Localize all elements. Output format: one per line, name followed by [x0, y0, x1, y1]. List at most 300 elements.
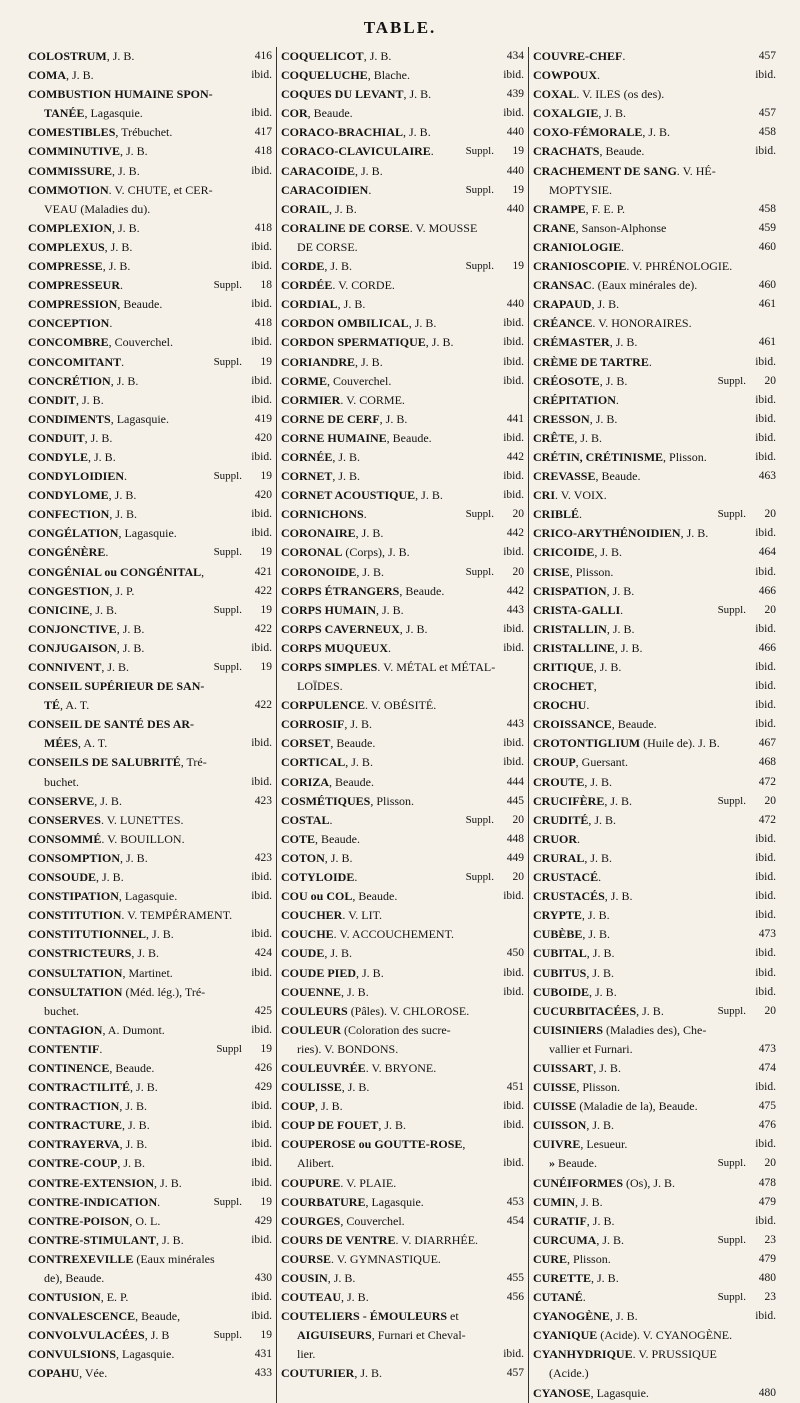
entry-text [533, 1097, 750, 1116]
entry-details: vallier et Furnari. [549, 1041, 633, 1056]
entry-text [281, 696, 498, 715]
entry-page: 445 [506, 794, 524, 807]
entry-headword: CRÉANCE [533, 316, 593, 331]
entry-details: , Plisson. [370, 793, 415, 808]
entry-details: . [363, 507, 367, 522]
entry-page: 419 [254, 412, 272, 425]
entry-page: 20 [764, 794, 776, 807]
entry-page: 431 [254, 1348, 272, 1361]
entry-text [533, 1174, 750, 1193]
entry-text [28, 1193, 214, 1212]
index-entry [281, 276, 524, 295]
entry-page: ibid. [503, 374, 524, 387]
index-entry [533, 314, 776, 333]
index-entry [281, 429, 524, 448]
index-entry [281, 1212, 524, 1231]
index-entry [281, 1345, 524, 1364]
index-entry [28, 1231, 272, 1250]
entry-supplement: Suppl. [717, 1233, 746, 1246]
entry-details: , J. B. [116, 640, 145, 655]
index-entry [281, 1154, 524, 1173]
entry-text [533, 830, 750, 849]
entry-page: 19 [260, 603, 272, 616]
entry-details: , J. B. [315, 1099, 343, 1114]
index-entry [281, 753, 524, 772]
entry-details: , J. B. [574, 430, 603, 445]
entry-headword: CRURAL [533, 850, 585, 865]
entry-page: ibid. [251, 69, 272, 82]
entry-details: , J. B. [584, 850, 613, 865]
entry-text [533, 773, 750, 792]
entry-headword: CORPS CAVERNEUX [281, 621, 400, 636]
entry-text [281, 925, 498, 944]
index-entry [28, 314, 272, 333]
entry-details: , J. B. [598, 106, 627, 121]
entry-text [281, 1269, 498, 1288]
entry-page: ibid. [251, 641, 272, 654]
entry-details: , J. B. [154, 1175, 182, 1190]
entry-page: 458 [758, 126, 776, 139]
entry-details: . [124, 469, 128, 484]
index-entry [28, 353, 272, 372]
index-entry [281, 486, 524, 505]
entry-headword: CORIZA [281, 774, 330, 789]
entry-page: 459 [758, 221, 776, 234]
page-title: TABLE. [363, 18, 437, 37]
entry-page: ibid. [503, 1157, 524, 1170]
entry-details: Beaude. [555, 1156, 597, 1171]
entry-headword: CRANSAC [533, 278, 592, 293]
entry-details: , Beaude. [399, 583, 445, 598]
index-entry [28, 1154, 272, 1173]
entry-page: 458 [758, 202, 776, 215]
entry-page: 442 [506, 527, 524, 540]
entry-details: . [430, 144, 434, 159]
entry-text [28, 448, 246, 467]
entry-page: 451 [506, 1081, 524, 1094]
entry-details: , Lagasquie. [84, 106, 143, 121]
entry-headword: CRISTALLIN [533, 621, 607, 636]
entry-headword: CRANE [533, 220, 576, 235]
index-entry [533, 964, 776, 983]
index-entry [28, 944, 272, 963]
index-entry [281, 66, 524, 85]
index-entry [28, 563, 272, 582]
entry-details: , Lagasquie. [110, 411, 169, 426]
entry-page: ibid. [251, 1119, 272, 1132]
index-entry [28, 1269, 272, 1288]
entry-supplement: Suppl. [717, 603, 746, 616]
index-entry [28, 792, 272, 811]
index-entry [281, 1269, 524, 1288]
entry-page: 455 [506, 1272, 524, 1284]
entry-text [28, 181, 246, 200]
index-entry [533, 1212, 776, 1231]
entry-headword: COMPLEXION [28, 220, 112, 235]
index-entry [533, 1174, 776, 1193]
index-entry [533, 1078, 776, 1097]
entry-headword: CORONOIDE [281, 564, 357, 579]
entry-headword: CONTINENCE [28, 1060, 110, 1075]
index-entry [533, 333, 776, 352]
entry-details: , J. B. [575, 1194, 603, 1209]
entry-headword: CRÉMASTER [533, 335, 610, 350]
entry-headword: CONSOMPTION [28, 850, 121, 865]
entry-page: ibid. [251, 374, 272, 387]
entry-supplement: Suppl. [213, 355, 242, 368]
entry-details: , J. B. [593, 660, 622, 674]
entry-details: , J. B. [594, 545, 623, 560]
index-entry [533, 753, 776, 772]
entry-details: . [105, 545, 109, 560]
entry-details: , J. B. [117, 1156, 146, 1171]
entry-details: , J. B. [609, 1309, 638, 1324]
entry-page: ibid. [503, 890, 524, 903]
entry-headword: CRESSON [533, 411, 590, 426]
entry-details: . V. CHUTE, et CER- [108, 182, 213, 197]
entry-details: , Vée. [79, 1366, 108, 1381]
entry-headword: CORROSIF [281, 717, 345, 732]
entry-page: ibid. [251, 928, 272, 941]
entry-details: buchet. [44, 1003, 79, 1018]
entry-headword: COUPEROSE ou GOUTTE-ROSE [281, 1137, 463, 1152]
entry-page: ibid. [755, 1310, 776, 1323]
entry-text [281, 677, 498, 696]
index-entry [281, 410, 524, 429]
entry-headword: CONSEIL DE SANTÉ DES AR- [28, 717, 195, 732]
entry-text [281, 601, 498, 620]
entry-page: ibid. [251, 298, 272, 311]
entry-text [281, 1078, 498, 1097]
entry-headword: COURS DE VENTRE [281, 1232, 396, 1247]
index-entry [281, 219, 524, 238]
entry-details: . [648, 354, 652, 369]
entry-details: , J. B. [604, 793, 633, 808]
index-entry [281, 906, 524, 925]
entry-headword: CUNÉIFORMES [533, 1175, 624, 1190]
entry-text [281, 658, 498, 677]
index-entry [533, 1135, 776, 1154]
index-entry [28, 639, 272, 658]
index-entry [28, 1059, 272, 1078]
entry-headword: CONSTRICTEURS [28, 946, 132, 961]
entry-text [533, 410, 750, 429]
entry-text [28, 830, 246, 849]
entry-headword: CRÊTE [533, 430, 575, 445]
index-entry [281, 1040, 524, 1059]
entry-text [281, 1021, 498, 1040]
entry-text [28, 524, 246, 543]
entry-text [533, 964, 750, 983]
entry-page: 440 [506, 298, 524, 311]
entry-text [533, 811, 750, 830]
entry-details: , J. B. [379, 411, 408, 426]
index-entry [533, 85, 776, 104]
entry-details: (Corps), J. B. [342, 545, 410, 560]
entry-text [28, 677, 246, 696]
entry-text [281, 983, 498, 1002]
entry-details: , J. B [144, 1328, 170, 1343]
entry-headword: CONSTITUTION [28, 908, 122, 923]
index-entry [281, 1059, 524, 1078]
entry-text [28, 1288, 246, 1307]
entry-details: , Martinet. [122, 965, 173, 980]
index-entry [281, 1097, 524, 1116]
entry-text [28, 47, 246, 66]
entry-headword: CORPS HUMAIN [281, 602, 376, 617]
entry-details: . [620, 602, 624, 617]
index-entry [533, 944, 776, 963]
entry-text [28, 811, 246, 830]
entry-page: ibid. [251, 1310, 272, 1323]
entry-page: 461 [758, 336, 776, 349]
index-entry [28, 372, 272, 391]
entry-supplement: Suppl. [465, 260, 494, 273]
entry-page: 422 [254, 584, 272, 597]
entry-details: (Huile de). J. B. [640, 736, 720, 751]
entry-headword: CORIANDRE [281, 354, 356, 369]
entry-details: , J. B. [581, 908, 610, 923]
entry-text [533, 1135, 750, 1154]
entry-text [28, 353, 214, 372]
entry-details: , E. P. [100, 1290, 129, 1305]
entry-details: , J. B. [332, 449, 361, 464]
index-entry [281, 47, 524, 66]
entry-details: . V. PRUSSIQUE [632, 1347, 717, 1362]
entry-details: , Couverchel. [340, 1213, 405, 1228]
entry-page: 456 [506, 1291, 524, 1304]
entry-text [533, 582, 750, 601]
index-entry [281, 925, 524, 944]
entry-details: . [586, 698, 590, 713]
entry-page: 19 [260, 355, 272, 368]
entry-details: . V. GYMNASTIQUE. [331, 1251, 441, 1266]
entry-text [281, 142, 466, 161]
entry-headword: CONSULTATION [28, 984, 123, 999]
entry-details: , J. B. [345, 755, 373, 770]
entry-details: . V. ACCOUCHEMENT. [333, 927, 455, 942]
index-entry [533, 104, 776, 123]
entry-page: 439 [506, 88, 524, 101]
entry-page: ibid. [503, 985, 524, 998]
entry-headword: CROISSANCE [533, 717, 612, 732]
index-entry [281, 563, 524, 582]
index-entry [533, 1269, 776, 1288]
entry-details: , J. B. [363, 49, 392, 63]
entry-page: 20 [764, 1157, 776, 1170]
entry-details: , J. B. [606, 583, 635, 598]
entry-page: ibid. [755, 718, 776, 731]
entry-page: ibid. [503, 546, 524, 559]
entry-text [533, 753, 750, 772]
entry-headword: CRITIQUE [533, 660, 594, 674]
index-entry [281, 505, 524, 524]
entry-headword: CONSULTATION [28, 965, 123, 980]
index-entry [28, 333, 272, 352]
entry-details: . [121, 354, 125, 369]
entry-text [533, 238, 750, 257]
entry-details: , Beaude. [352, 889, 398, 904]
entry-headword: COPAHU [28, 1366, 80, 1381]
entry-page: 478 [758, 1176, 776, 1189]
index-entry [533, 372, 776, 391]
entry-details: , J. B. [84, 430, 113, 445]
entry-page: 20 [512, 813, 524, 826]
index-entry [28, 964, 272, 983]
entry-headword: CRAPAUD [533, 297, 592, 312]
entry-text [281, 524, 498, 543]
entry-headword: AIGUISEURS [297, 1328, 372, 1343]
entry-details: , J. B. [589, 984, 617, 999]
entry-page: 441 [506, 412, 524, 425]
index-entry [281, 1326, 524, 1345]
entry-text [28, 696, 246, 715]
entry-text [281, 66, 498, 85]
entry-page: 466 [758, 641, 776, 654]
index-entry [281, 391, 524, 410]
entry-headword: CONVALESCENCE [28, 1309, 136, 1324]
entry-text [281, 563, 466, 582]
index-entry [28, 582, 272, 601]
entry-text [281, 238, 498, 257]
index-entry [28, 677, 272, 696]
entry-details: , J. B. [606, 621, 635, 636]
entry-headword: CRANIOLOGIE [533, 239, 622, 254]
index-entry [533, 1326, 776, 1345]
index-entry [533, 391, 776, 410]
entry-text [281, 773, 498, 792]
index-entry [281, 964, 524, 983]
entry-details: , Guersant. [575, 755, 628, 770]
entry-details: , J. B. [586, 965, 615, 980]
entry-text [28, 1231, 246, 1250]
entry-details: , J. B. [341, 984, 369, 999]
entry-text [533, 276, 750, 295]
index-entry [281, 257, 524, 276]
entry-text [28, 1307, 246, 1326]
entry-text [28, 1364, 246, 1383]
entry-text [28, 849, 246, 868]
entry-headword: COMPRESSEUR [28, 278, 121, 293]
entry-headword: CROUTE [533, 774, 585, 789]
entry-text [533, 1307, 750, 1326]
entry-details: , Lagasquie. [116, 1347, 175, 1362]
entry-page: 420 [254, 489, 272, 502]
entry-text [533, 887, 750, 906]
entry-details: , Beaude. [611, 717, 657, 732]
entry-headword: CORONAL [281, 545, 343, 560]
entry-details: , J. B. [341, 1290, 369, 1305]
index-entry [281, 333, 524, 352]
entry-supplement: Suppl. [465, 871, 494, 884]
entry-text [533, 734, 750, 753]
entry-headword: CORPS ÉTRANGERS [281, 583, 400, 598]
entry-page: ibid. [755, 680, 776, 693]
index-entry [28, 983, 272, 1002]
entry-headword: CORME [281, 373, 327, 388]
entry-page: 461 [758, 298, 776, 311]
entry-headword: CORSET [281, 736, 331, 751]
entry-text [28, 1154, 246, 1173]
entry-page: ibid. [755, 450, 776, 463]
entry-headword: CONJUGAISON [28, 640, 117, 655]
entry-details: , Furnari et Cheval- [371, 1328, 466, 1343]
entry-headword: CROCHET [533, 679, 594, 694]
index-entry [281, 830, 524, 849]
entry-page: ibid. [755, 355, 776, 368]
index-entry [281, 944, 524, 963]
entry-headword: CONTRAYERVA [28, 1137, 120, 1152]
entry-page: 444 [506, 775, 524, 788]
entry-headword: COWPOUX [533, 68, 597, 83]
index-entry [28, 1078, 272, 1097]
entry-headword: CORACO-BRACHIAL [281, 125, 404, 140]
entry-headword: COLOSTRUM [28, 49, 107, 63]
entry-headword: CRIBLÉ [533, 507, 580, 522]
entry-page: 19 [512, 183, 524, 196]
index-entry [281, 524, 524, 543]
entry-details: MOPTYSIE. [549, 182, 613, 197]
entry-page: ibid. [755, 985, 776, 998]
entry-headword: CONTAGION [28, 1022, 103, 1037]
entry-supplement: Suppl. [717, 1004, 746, 1017]
entry-text [281, 620, 498, 639]
entry-page: 18 [260, 279, 272, 292]
entry-text [533, 792, 718, 811]
index-entry [533, 486, 776, 505]
entry-headword: CONDIMENTS [28, 411, 111, 426]
entry-text [533, 868, 750, 887]
index-entry [28, 849, 272, 868]
entry-headword: CORNÉE [281, 449, 333, 464]
entry-page: 416 [254, 50, 272, 62]
entry-details: . V. PHRÉNOLOGIE. [626, 259, 733, 274]
entry-text [533, 333, 750, 352]
entry-details: , Plisson. [663, 449, 707, 464]
column-1 [24, 47, 276, 1403]
entry-details: , J. B. [96, 870, 124, 885]
entry-page: ibid. [755, 832, 776, 845]
entry-details: , Beaude, [135, 1309, 181, 1324]
entry-text [533, 983, 750, 1002]
entry-text [281, 792, 498, 811]
entry-headword: CUBITUS [533, 965, 587, 980]
index-entry [533, 868, 776, 887]
entry-text [281, 200, 498, 219]
entry-details: , J. B. [588, 812, 617, 827]
entry-headword: CREVASSE [533, 469, 596, 484]
index-entry [533, 1345, 776, 1364]
index-entry [533, 715, 776, 734]
entry-details: . V. TEMPÉRAMENT. [121, 908, 233, 923]
entry-details: , J. B. [101, 660, 130, 674]
index-entry [28, 811, 272, 830]
entry-headword: CUBÈBE [533, 927, 583, 942]
index-entry [28, 391, 272, 410]
entry-details: , J. B. [120, 850, 148, 865]
entry-text [28, 773, 246, 792]
index-entry [281, 620, 524, 639]
index-entry [28, 868, 272, 887]
index-entry [28, 734, 272, 753]
entry-page: ibid. [251, 1157, 272, 1170]
index-entry [281, 1174, 524, 1193]
entry-details: , J. B. [116, 621, 145, 636]
entry-headword: COXAL [533, 87, 577, 102]
index-entry [533, 1384, 776, 1403]
index-entry [28, 1250, 272, 1269]
entry-details: , Lesueur. [580, 1137, 628, 1152]
